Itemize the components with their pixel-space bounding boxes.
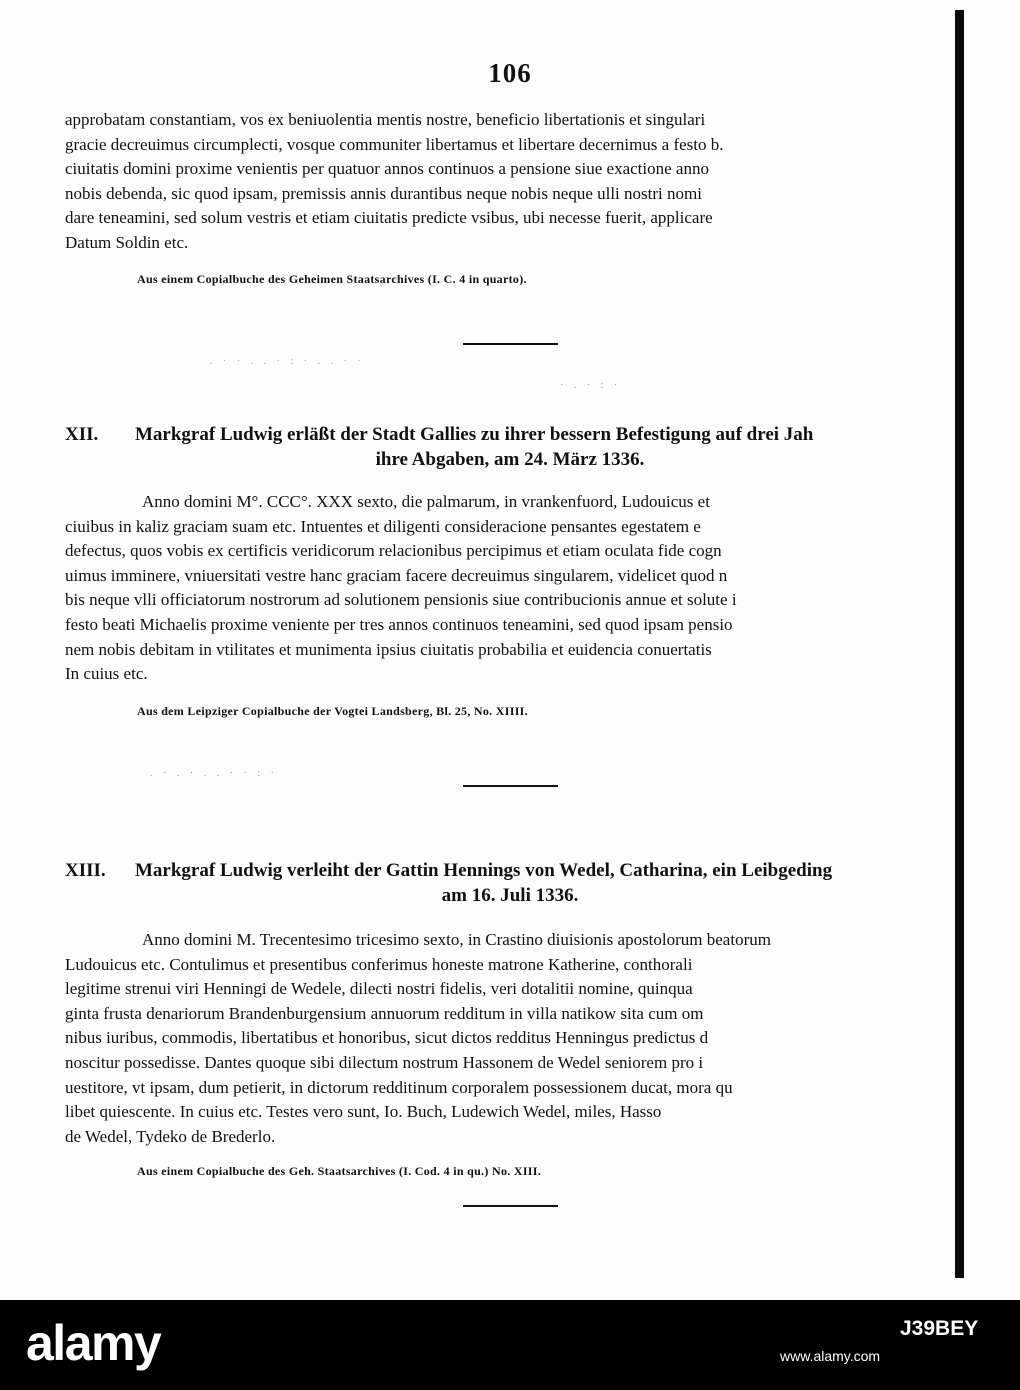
scan-noise: . · · . . · : · . . · ·: [210, 356, 365, 367]
text-line: uimus imminere, vniuersitati vestre hanc graciam facere decreuimus singularem, videlicet quod n: [65, 565, 728, 585]
text-line: Ludouicus etc. Contulimus et presentibus conferimus honeste matrone Katherine, conthorali: [65, 954, 693, 974]
scan-noise: . · . · . . · · : ·: [150, 768, 278, 779]
page-edge-rule: [955, 10, 964, 1278]
text-line: bis neque vlli officiatorum nostrorum ad solutionem pensionis siue contribucionis annue et solute i: [65, 590, 737, 610]
text-line: libet quiescente. In cuius etc. Testes vero sunt, Io. Buch, Ludewich Wedel, miles, Hasso: [65, 1102, 662, 1122]
text-line: festo beati Michaelis proxime veniente per tres annos continuos teneamini, sed quod ipsam pensio: [65, 614, 733, 634]
scan-noise: · . · : ·: [560, 380, 622, 391]
text-line: ciuibus in kaliz graciam suam etc. Intuentes et diligenti consideracione pensantes egestatem e: [65, 516, 701, 536]
watermark-image-id: J39BEY: [900, 1317, 979, 1340]
section-12-body: [65, 490, 950, 687]
text-line: dare teneamini, sed solum vestris et etiam ciuitatis predicte vsibus, ubi necesse fuerit, applicare: [65, 208, 713, 228]
page-number: 106: [488, 58, 532, 88]
section-13-heading: [65, 858, 955, 908]
text-line: Anno domini M°. CCC°. XXX sexto, die palmarum, in vrankenfuord, Ludouicus et: [142, 492, 710, 511]
section-12-heading: [65, 422, 955, 472]
section-13-title-line2: am 16. Juli 1336.: [441, 885, 579, 906]
text-line: ginta frusta denariorum Brandenburgensium annuorum redditum in villa natikow sita cum om: [65, 1003, 704, 1023]
section-13-source-note: Aus einem Copialbuche des Geh. Staatsarchives (I. Cod. 4 in qu.) No. XIII.: [137, 1164, 542, 1178]
watermark-logo: alamy: [26, 1315, 161, 1371]
text-line: defectus, quos vobis ex certificis veridicorum relacionibus percipimus et etiam oculata fide cogn: [65, 541, 722, 561]
watermark-url: www.alamy.com: [780, 1348, 881, 1364]
section-12-number: XII.: [65, 424, 99, 445]
section-13-number: XIII.: [65, 860, 106, 881]
intro-paragraph: [65, 108, 950, 256]
text-line: approbatam constantiam, vos ex beniuolentia mentis nostre, beneficio libertationis et singulari: [65, 110, 706, 129]
section-12-title-line2: ihre Abgaben, am 24. März 1336.: [375, 449, 645, 470]
text-line: noscitur possedisse. Dantes quoque sibi dilectum nostrum Hassonem de Wedel seniorem pro i: [65, 1052, 704, 1072]
section-12-source-note: Aus dem Leipziger Copialbuche der Vogtei Landsberg, Bl. 25, No. XIIII.: [137, 704, 528, 718]
text-line: gracie decreuimus circumplecti, vosque communiter libertamus et libertare decernimus a festo b.: [65, 134, 724, 154]
section-13-title-line1: Markgraf Ludwig verleiht der Gattin Hennings von Wedel, Catharina, ein Leibgeding: [135, 860, 833, 881]
text-line: nibus iuribus, commodis, libertatibus et honoribus, sicut dictos redditus Henningus predictus d: [65, 1028, 709, 1048]
text-line: legitime strenui viri Henningi de Wedele, dilecti nostri fidelis, veri dotalitii nomine, quinqua: [65, 979, 693, 999]
text-line: uestitore, vt ipsam, dum petierit, in dictorum redditinum corporalem possessionem ducat, mora qu: [65, 1077, 733, 1097]
section-divider: [463, 1205, 558, 1207]
section-12-title-line1: Markgraf Ludwig erläßt der Stadt Gallies zu ihrer bessern Befestigung auf drei Jah: [135, 424, 814, 445]
section-divider: [463, 785, 558, 787]
text-line: ciuitatis domini proxime venientis per quatuor annos continuos a pensione siue exactione anno: [65, 159, 709, 179]
text-line: In cuius etc.: [65, 664, 148, 684]
intro-source-note: Aus einem Copialbuche des Geheimen Staatsarchives (I. C. 4 in quarto).: [137, 272, 527, 286]
text-line: de Wedel, Tydeko de Brederlo.: [65, 1126, 276, 1146]
section-divider: [463, 343, 558, 345]
text-line: nobis debenda, sic quod ipsam, premissis annis durantibus neque nobis neque ulli nostri nomi: [65, 183, 702, 203]
text-line: nem nobis debitam in vtilitates et munimenta ipsius ciuitatis probabilia et euidencia conuertatis: [65, 639, 712, 659]
text-line: Datum Soldin etc.: [65, 232, 189, 252]
section-13-body: [65, 928, 950, 1149]
text-line: Anno domini M. Trecentesimo tricesimo sexto, in Crastino diuisionis apostolorum beatorum: [142, 930, 771, 949]
